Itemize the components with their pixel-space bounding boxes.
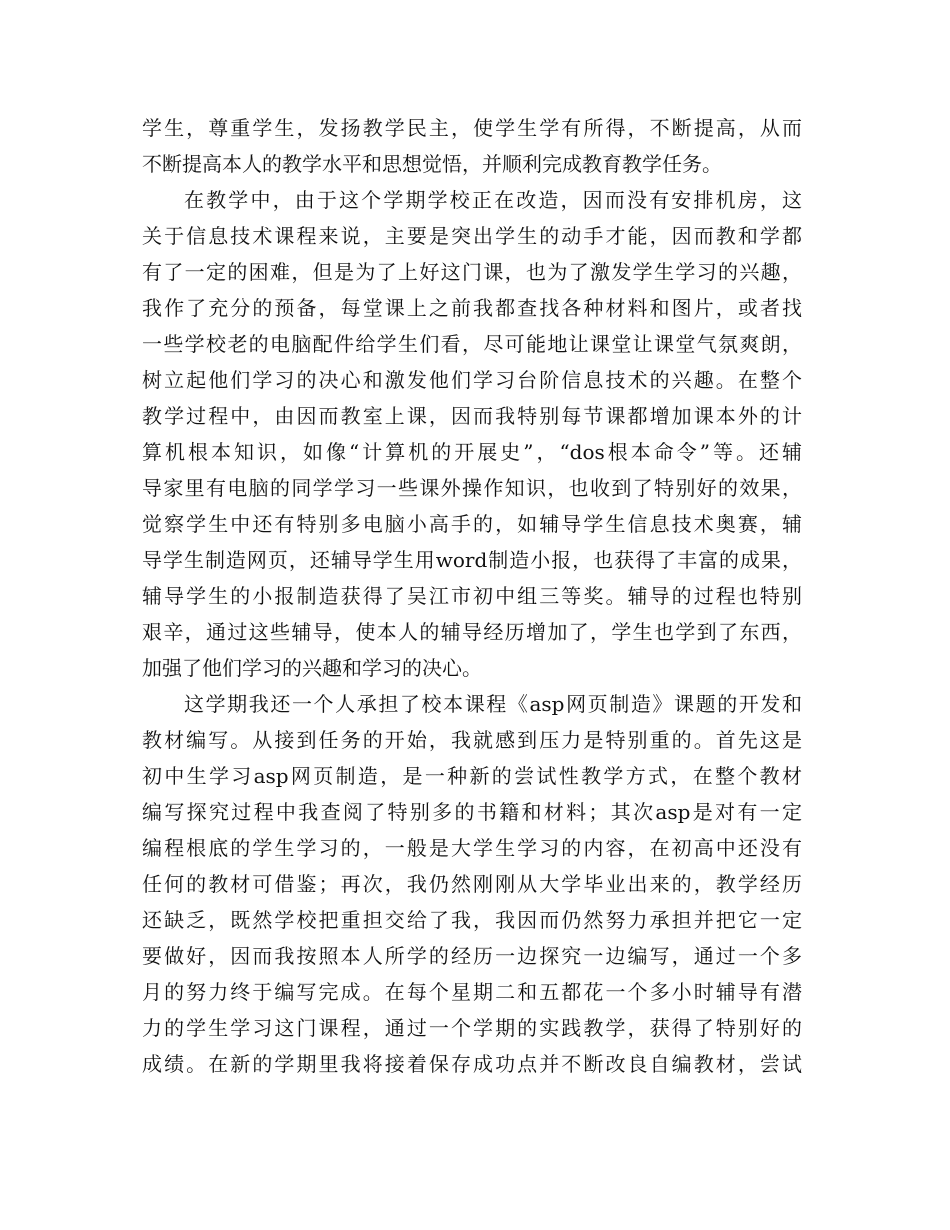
text-line: 要做好，因而我按照本人所学的经历一边探究一边编写，通过一个多 bbox=[142, 944, 802, 968]
text-line: 关于信息技术课程来说，主要是突出学生的动手才能，因而教和学都 bbox=[142, 224, 802, 248]
text-line: 编写探究过程中我查阅了特别多的书籍和材料；其次asp是对有一定 bbox=[142, 800, 802, 824]
text-line: 导家里有电脑的同学学习一些课外操作知识，也收到了特别好的效果， bbox=[142, 476, 802, 500]
text-line: 初中生学习asp网页制造，是一种新的尝试性教学方式，在整个教材 bbox=[142, 764, 802, 788]
text-line: 成绩。在新的学期里我将接着保存成功点并不断改良自编教材，尝试 bbox=[142, 1052, 802, 1076]
text-line: 导学生制造网页，还辅导学生用word制造小报，也获得了丰富的成果， bbox=[142, 548, 802, 572]
text-line: 学生，尊重学生，发扬教学民主，使学生学有所得，不断提高，从而 bbox=[142, 116, 802, 140]
body-text bbox=[142, 110, 802, 1082]
text-line: 不断提高本人的教学水平和思想觉悟，并顺利完成教育教学任务。 bbox=[142, 152, 722, 176]
text-line: 树立起他们学习的决心和激发他们学习台阶信息技术的兴趣。在整个 bbox=[142, 368, 802, 392]
text-line: 一些学校老的电脑配件给学生们看，尽可能地让课堂让课堂气氛爽朗， bbox=[142, 332, 802, 356]
text-line: 我作了充分的预备，每堂课上之前我都查找各种材料和图片，或者找 bbox=[142, 296, 802, 320]
text-line: 编程根底的学生学习的，一般是大学生学习的内容，在初高中还没有 bbox=[142, 836, 802, 860]
text-line: 月的努力终于编写完成。在每个星期二和五都花一个多小时辅导有潜 bbox=[142, 980, 802, 1004]
text-line: 加强了他们学习的兴趣和学习的决心。 bbox=[142, 656, 482, 680]
text-line: 有了一定的困难，但是为了上好这门课，也为了激发学生学习的兴趣， bbox=[142, 260, 802, 284]
text-line: 任何的教材可借鉴；再次，我仍然刚刚从大学毕业出来的，教学经历 bbox=[142, 872, 802, 896]
text-line: 教材编写。从接到任务的开始，我就感到压力是特别重的。首先这是 bbox=[142, 728, 802, 752]
text-line: 算机根本知识，如像“计算机的开展史”，“dos根本命令”等。还辅 bbox=[142, 440, 802, 464]
text-line: 辅导学生的小报制造获得了吴江市初中组三等奖。辅导的过程也特别 bbox=[142, 584, 802, 608]
text-line: 力的学生学习这门课程，通过一个学期的实践教学，获得了特别好的 bbox=[142, 1016, 802, 1040]
text-line: 这学期我还一个人承担了校本课程《asp网页制造》课题的开发和 bbox=[184, 692, 802, 716]
text-line: 还缺乏，既然学校把重担交给了我，我因而仍然努力承担并把它一定 bbox=[142, 908, 802, 932]
text-line: 艰辛，通过这些辅导，使本人的辅导经历增加了，学生也学到了东西， bbox=[142, 620, 802, 644]
text-line: 教学过程中，由因而教室上课，因而我特别每节课都增加课本外的计 bbox=[142, 404, 802, 428]
text-line: 觉察学生中还有特别多电脑小高手的，如辅导学生信息技术奥赛，辅 bbox=[142, 512, 802, 536]
text-line: 在教学中，由于这个学期学校正在改造，因而没有安排机房，这 bbox=[184, 188, 802, 212]
